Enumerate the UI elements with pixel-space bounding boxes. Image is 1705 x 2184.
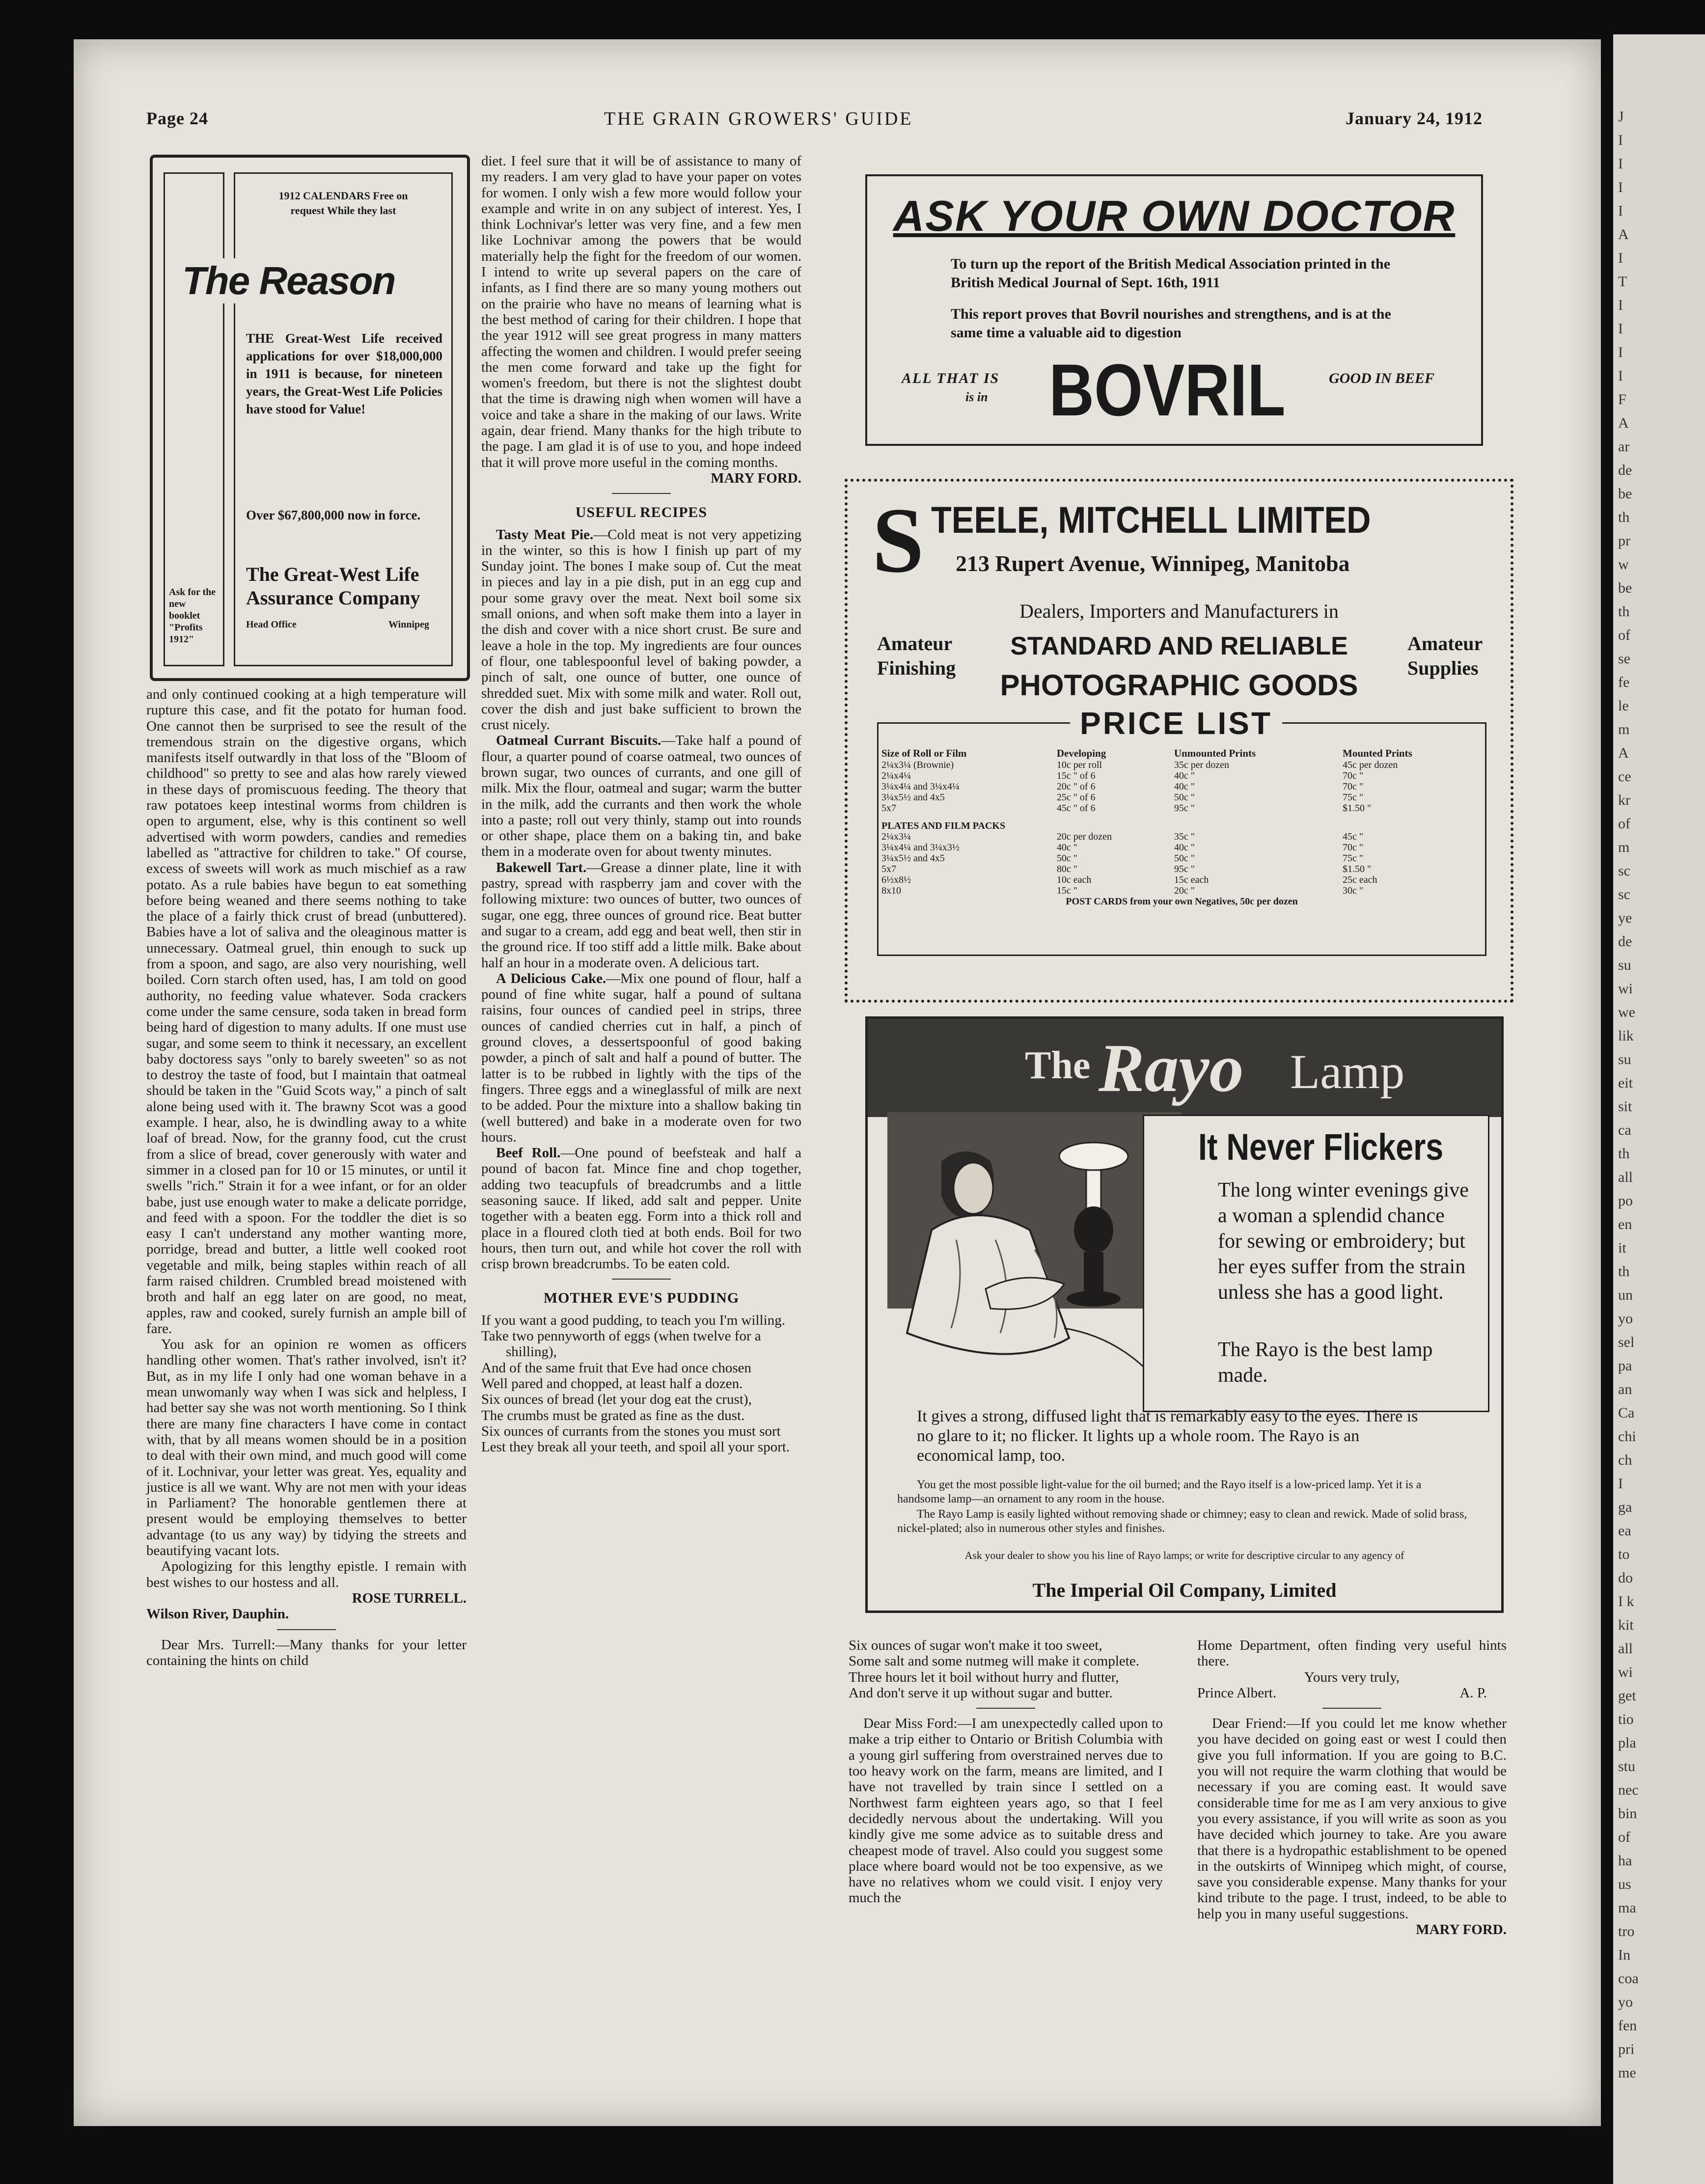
price-row: 3¼x4¼ and 3¼x3½ 40c " 40c " 70c " [881,842,1364,853]
adjacent-page-fragment: wi [1618,1664,1633,1680]
adjacent-page-fragment: it [1618,1240,1626,1256]
adjacent-page-fragment: Ca [1618,1405,1635,1421]
adjacent-page-fragment: we [1618,1004,1635,1020]
adjacent-page-fragment: all [1618,1640,1633,1657]
adjacent-page-fragment: sc [1618,863,1630,879]
editor-reply-cont: diet. I feel sure that it will be of assistance to many of my readers. I am very glad to have your paper on votes for women. I only wish a few more would follow your example and write in on any subject of interest. Yes, I think Lochnivar's letter was very fine, and a few men like Lochnivar among the powers that be would materially help the fight for the freedom of our women. I intend to write up several papers on the care of infants, as I find there are so many young mothers out on the prairie who have no means of learning what is the best method of caring for their children. I hope that the year 1912 will see great progress in many matters affecting the women and children. I would prefer seeing the men come forward and take up the fight for women's freedom, but there is not the slightest doubt that the time is drawing nigh when women will have a voice and take a share in the making of our laws. Write again, dear friend. Many thanks for the high tribute to the page. I am glad it is of use to you, and hope indeed that it will prove more useful in the coming months. [481,153,801,470]
rayo-para-3: It gives a strong, diffused light that is remarkably easy to the eyes. There is no glare to it; no flicker. It lights up a whole room. The Rayo is an economical lamp, too. [917,1407,1418,1465]
divider [976,1708,1035,1709]
steele-initial: S [872,489,924,592]
divider [612,493,671,494]
adjacent-page-fragment: an [1618,1381,1632,1397]
adjacent-page-fragment: do [1618,1570,1633,1586]
bovril-headline: ASK YOUR OWN DOCTOR [893,191,1456,240]
recipe: Beef Roll.—One pound of beefsteak and half a pound of bacon fat. Mince fine and chop together, adding two teacupfuls of breadcrumbs and a little seasoning sauce. If liked, add salt and pepper. Unite together with a beaten egg. Form into a thick roll and place in a floured cloth tied at both ends. Boil for two hours, then turn out, and while hot cover the roll with crisp brown breadcrumbs. To be eaten cold. [481,1145,801,1272]
adjacent-page-fragment: yo [1618,1310,1633,1327]
price-row: 2¼x3¼ (Brownie) 10c per roll 35c per dozen 45c per dozen [881,760,1398,770]
plates-heading: PLATES AND FILM PACKS [881,820,1006,831]
poem-line: Well pared and chopped, at least half a dozen. [481,1375,743,1392]
adjacent-page-fragment: wi [1618,981,1633,997]
adjacent-page-fragment: fe [1618,674,1630,690]
adjacent-page-fragment: kr [1618,792,1630,808]
ad-company-name: The Great-West Life Assurance Company [246,563,420,609]
price-row: 6½x8½ 10c each 15c each 25c each [881,874,1377,885]
adjacent-page-fragment: su [1618,1051,1631,1067]
adjacent-page-fragment: sel [1618,1334,1635,1350]
price-row: 8x10 15c " 20c " 30c " [881,885,1364,896]
adjacent-page-fragment: sc [1618,886,1630,902]
steele-address: 213 Rupert Avenue, Winnipeg, Manitoba [956,551,1350,576]
newspaper-page [74,39,1601,2126]
adjacent-page-fragment: th [1618,1146,1630,1162]
adjacent-page-fragment: de [1618,462,1632,478]
adjacent-page-fragment: I [1618,179,1623,195]
price-table [879,747,1485,907]
adjacent-page-fragment: coa [1618,1970,1639,1987]
pudding-heading: MOTHER EVE'S PUDDING [543,1290,740,1307]
bovril-text-2: This report proves that Bovril nourishes and strengthens, and is at the same time a valuable aid to digestion [951,306,1391,341]
adjacent-page-fragment: I [1618,368,1623,384]
column-1 [146,686,467,1668]
poem-line: Three hours let it boil without hurry and flutter, [849,1669,1119,1685]
woman-sewing-illustration [887,1083,1182,1402]
rayo-lamp-word: Lamp [1290,1044,1405,1099]
price-row: 2¼x3¼ 20c per dozen 35c " 45c " [881,831,1364,842]
rayo-lamp-ad [865,1016,1504,1613]
adjacent-page-fragment: chi [1618,1428,1636,1445]
adjacent-page-fragment: I [1618,321,1623,337]
rayo-text-panel [1143,1115,1489,1412]
rayo-headline: It Never Flickers [1198,1126,1444,1168]
adjacent-page-fragment: of [1618,1829,1630,1845]
adjacent-page-fragment: de [1618,933,1632,950]
bovril-text-1: To turn up the report of the British Medical Association printed in the British Medical Journal of Sept. 16th, 1911 [951,256,1391,291]
letter-footer [1197,1685,1507,1701]
rayo-logo: Rayo [1099,1030,1244,1106]
adjacent-page-fragment: tro [1618,1923,1635,1939]
poem-line: Six ounces of bread (let your dog eat the crust), [481,1392,752,1408]
editor-reply: Dear Friend:—If you could let me know whether you have decided on going east or west I could then give you full information. If you are going to B.C. you will not require the warm clothing that would be necessary if you are coming east. It would save considerable time for me as I am very anxious to give you every assistance, if you will write as soon as you have decided which journey to take. Are you aware that there is a hydropathic establishment to be opened in the outskirts of Winnipeg which might, of course, save you considerable expense. Many thanks for your kind tribute to the page. I trust, indeed, to be able to help you in many useful suggestions. [1197,1716,1507,1922]
poem-line: The crumbs must be grated as fine as the dust. [481,1407,745,1423]
column-2 [481,153,801,1455]
rayo-company: The Imperial Oil Company, Limited [1032,1579,1337,1601]
postcards-note: POST CARDS from your own Negatives, 50c per dozen [1066,896,1298,907]
letter-place: Wilson River, Dauphin. [146,1606,289,1622]
poem-line: Six ounces of sugar won't make it too sweet, [849,1638,1102,1653]
divider [277,1629,336,1630]
poem-line: Some salt and some nutmeg will make it complete. [849,1653,1139,1669]
adjacent-page-fragment: I [1618,156,1623,172]
adjacent-page-fragment: of [1618,627,1630,643]
adjacent-page-edge [1613,34,1705,2184]
ad-calendar-note: 1912 CALENDARS Free on request While they last [278,190,408,217]
ad-body: THE Great-West Life received applications for over $18,000,000 in 1911 is because, for nineteen years, the Great-West Life Policies have stood for Value! [246,331,442,416]
adjacent-page-fragment: po [1618,1193,1633,1209]
adjacent-page-fragment: J [1618,109,1624,125]
adjacent-page-fragment: pri [1618,2041,1635,2057]
editor-signature: MARY FORD. [711,470,801,486]
adjacent-page-fragment: se [1618,651,1630,667]
bovril-tag-left: ALL THAT IS [902,370,1000,386]
adjacent-page-fragment: ch [1618,1452,1632,1468]
adjacent-page-fragment: A [1618,226,1629,243]
adjacent-page-fragment: all [1618,1169,1633,1185]
adjacent-page-fragment: I [1618,1475,1623,1492]
ad-reason-title: The Reason [182,259,395,302]
bovril-tag-right: GOOD IN BEEF [1329,370,1435,386]
price-row: 3¼x5½ and 4x5 25c " of 6 50c " 75c " [881,792,1364,803]
steele-standard: STANDARD AND RELIABLE [1010,632,1348,660]
letter-closing: Yours very truly, [1304,1669,1400,1685]
recipe: Oatmeal Currant Biscuits.—Take half a pound of flour, a quarter pound of coarse oatmeal, two ounces of brown sugar, two ounces of currants, and one gill of milk. Mix the flour, oatmeal and sugar; warm the butter in the milk, add the currants and then work the whole into a paste; roll out very thinly, stamp out into rounds or other shape, place them on a baking tin, and bake them in a moderate oven for about twenty minutes. [481,733,801,860]
ad-booklet-note: Ask for the new booklet "Profits 1912" [169,587,216,645]
adjacent-page-fragment: A [1618,415,1629,431]
letter-signature: ROSE TURRELL. [352,1590,467,1606]
letter-place: Prince Albert. [1197,1685,1277,1701]
price-row: 3¼x5½ and 4x5 50c " 50c " 75c " [881,853,1364,864]
adjacent-page-fragment: sit [1618,1098,1632,1115]
adjacent-page-fragment: kit [1618,1617,1634,1633]
adjacent-page-fragment: w [1618,556,1629,573]
adjacent-page-fragment: stu [1618,1758,1636,1774]
poem-line: If you want a good pudding, to teach you I'm willing. [481,1312,785,1328]
adjacent-page-fragment: T [1618,273,1627,290]
poem-line: Lest they break all your teeth, and spoil all your sport. [481,1439,790,1455]
rayo-para-1: The long winter evenings give a woman a splendid chance for sewing or embroidery; but her eyes suffer from the strain unless she has a good light. [1218,1179,1469,1304]
ad-side-panel [164,172,224,666]
rayo-para-4: You get the most possible light-value for the oil burned; and the Rayo itself is a low-priced lamp. Yet it is a handsome lamp—an ornament to any room in the house. [897,1478,1422,1505]
ad-city: Winnipeg [388,619,429,630]
adjacent-page-fragment: get [1618,1688,1636,1704]
adjacent-page-fragment: I [1618,203,1623,219]
bovril-ad [865,174,1483,446]
letter-paragraph: You ask for an opinion re women as officers handling other women. That's rather involved, isn't it? But, as in my life I only had one woman behave in a mean unwomanly way when I was sick and helpless, I had better say she was not worth mentioning. So I think there are many fine characters I have come in contact with, that by all means women should be in a position to deal with their own mind, and much good will come of it. Lochnivar, your letter was great. Yes, equality and justice is all we want. Why are not men with your ideas in Parliament? The honorable gentlemen there at present would be employing themselves to better advantage (to us any way) by tidying the streets and beautifying vacant lots. [146,1337,467,1559]
adjacent-page-fragment: ca [1618,1122,1631,1138]
adjacent-page-fragment: nec [1618,1782,1639,1798]
recipe: A Delicious Cake.—Mix one pound of flour, half a pound of fine white sugar, half a pound of sultana raisins, four ounces of candied peel in strips, three ounces of candied cherries cut in half, a pinch of ground cloves, a dessertspoonful of good baking powder, a pinch of salt and half a pound of butter. The latter is to be rubbed in lightly with the tips of the fingers. Three eggs and a wineglassful of milk are next to be added. Pour the mixture into a shallow baking tin (well buttered) and bake in a moderate oven for two hours. [481,970,801,1145]
editor-reply: Dear Mrs. Turrell:—Many thanks for your letter containing the hints on child [146,1637,467,1668]
adjacent-page-fragment: bin [1618,1805,1637,1822]
poem-line: Six ounces of currants from the stones you must sort [481,1423,781,1439]
adjacent-page-fragment: pla [1618,1735,1636,1751]
masthead: THE GRAIN GROWERS' GUIDE [604,109,913,129]
adjacent-page-fragment: m [1618,839,1630,855]
adjacent-page-fragment: ar [1618,438,1630,455]
adjacent-page-fragment: m [1618,721,1630,737]
editor-signature: MARY FORD. [1416,1922,1507,1938]
divider [612,1279,671,1280]
adjacent-page-fragment: yo [1618,1994,1633,2010]
price-row: 5x7 80c " 95c " $1.50 " [881,864,1372,874]
adjacent-page-fragment: en [1618,1216,1632,1232]
adjacent-page-fragment: tio [1618,1711,1634,1727]
rayo-the: The [1025,1044,1091,1087]
lamp-shade [1059,1143,1128,1170]
great-west-life-ad [150,155,470,681]
adjacent-page-fragment: ce [1618,768,1631,785]
adjacent-page-fragment: In [1618,1947,1630,1963]
reader-letter-cont: Home Department, often finding very useful hints there. [1197,1638,1507,1669]
adjacent-page-fragment: le [1618,698,1629,714]
price-row: 3¼x4¼ and 3¼x4¼ 20c " of 6 40c " 70c " [881,781,1364,792]
adjacent-page-fragment: I k [1618,1593,1634,1610]
adjacent-page-fragment: F [1618,391,1626,408]
adjacent-page-fragment: be [1618,486,1632,502]
steele-dealers: Dealers, Importers and Manufacturers in [1019,600,1339,622]
adjacent-page-fragment: be [1618,580,1632,596]
recipe: Bakewell Tart.—Grease a dinner plate, line it with pastry, spread with raspberry jam and cover with the following mixture: two ounces of butter, two ounces of sugar, one egg, three ounces of ground rice. Beat butter and sugar to a cream, add egg and beat well, then stir in the ground rice. If too stiff add a little milk. Bake about half an hour in a moderate oven. A delicious tart. [481,859,801,971]
column-4 [1197,1638,1507,1938]
recipe: Tasty Meat Pie.—Cold meat is not very appetizing in the winter, so this is how I finish up part of my Sunday joint. The bones I make soup of. Cut the meat in pieces and lay in a pie dish, put in an egg cup and pour some gravy over the meat. Next boil some six small onions, and when soft make them into a layer in the dish and cover with a nice short crust. Be sure and leave a hole in the top. My ingredients are four ounces of flour, one tablespoonful level of baking powder, a pinch of salt, one ounce of butter, one ounce of shredded suet. Mix with some milk and water. Roll out, cover the dish and just bake sufficient to brown the crust nicely. [481,526,801,733]
bovril-tag-left-2: is in [965,390,988,404]
adjacent-page-fragment: ga [1618,1499,1632,1515]
steele-finishing: Amateur Finishing [877,632,956,679]
price-table-header: Size of Roll or Film Developing Unmounted Prints Mounted Prints [881,747,1412,759]
adjacent-page-fragment: un [1618,1287,1633,1303]
issue-date: January 24, 1912 [1346,109,1483,128]
adjacent-page-fragment: su [1618,957,1631,973]
adjacent-page-fragment: I [1618,297,1623,313]
adjacent-page-fragment: ha [1618,1853,1632,1869]
steele-mitchell-ad [845,479,1513,1003]
letter-paragraph: Apologizing for this lengthy epistle. I remain with best wishes to our hostess and all. [146,1558,467,1590]
page-number: Page 24 [146,109,208,128]
adjacent-page-fragment: us [1618,1876,1631,1892]
poem-line: Take two pennyworth of eggs (when twelve for a shilling), [481,1328,761,1360]
column-3 [849,1638,1163,1906]
adjacent-page-fragment: I [1618,344,1623,360]
reader-letter: Dear Miss Ford:—I am unexpectedly called upon to make a trip either to Ontario or British Columbia with a young girl suffering from overstrained nerves due to too heavy work on the farm, means are limited, and I have not travelled by train since I settled on a Northwest farm eighteen years ago, so that I feel decidedly nervous about the undertaking. Will you kindly give me some advice as to suitable dress and cheapest mode of travel. Also could you suggest some place where board would not be too expensive, as we have no relatives whom we could visit. I enjoy very much the [849,1716,1163,1906]
ad-in-force: Over $67,800,000 now in force. [246,508,421,522]
adjacent-page-fragment: ye [1618,910,1632,926]
adjacent-page-fragment: pa [1618,1358,1632,1374]
steele-supplies: Amateur Supplies [1407,632,1483,679]
adjacent-page-fragment: ma [1618,1900,1636,1916]
ad-head-office: Head Office [246,619,297,630]
rayo-para-2: The Rayo is the best lamp made. [1218,1338,1433,1387]
rayo-para-5: The Rayo Lamp is easily lighted without removing shade or chimney; easy to clean and rewick. Made of solid brass, nickel-plated; also in numerous other styles and finishes. [897,1508,1467,1535]
adjacent-page-fragment: pr [1618,533,1630,549]
letter-initials: A. P. [1459,1685,1487,1701]
adjacent-page-fragment: fen [1618,2018,1637,2034]
adjacent-page-fragment: eit [1618,1075,1633,1091]
adjacent-page-fragment: th [1618,509,1630,525]
adjacent-page-fragment: A [1618,745,1629,761]
adjacent-page-fragment: to [1618,1546,1630,1562]
adjacent-page-fragment: th [1618,603,1630,620]
poem-line: And don't serve it up without sugar and butter. [849,1685,1113,1701]
price-row: 2¼x4¼ 15c " of 6 40c " 70c " [881,770,1364,781]
adjacent-page-fragment: of [1618,816,1630,832]
steele-photographic: PHOTOGRAPHIC GOODS [1000,669,1358,702]
price-row: 5x7 45c " of 6 95c " $1.50 " [881,803,1372,814]
divider [1322,1708,1381,1709]
adjacent-page-fragment: ea [1618,1523,1631,1539]
adjacent-page-fragment: lik [1618,1028,1634,1044]
bovril-logo: BOVRIL [1049,349,1286,431]
poem-line: And of the same fruit that Eve had once chosen [481,1360,752,1376]
recipes-heading: USEFUL RECIPES [575,504,708,521]
steele-name: TEELE, MITCHELL LIMITED [931,499,1371,541]
adjacent-page-fragment: I [1618,250,1623,266]
adjacent-page-fragment: I [1618,132,1623,148]
price-list-box [877,706,1486,956]
price-list-title: PRICE LIST [1070,705,1282,741]
adjacent-page-fragment: me [1618,2065,1636,2081]
rayo-para-6: Ask your dealer to show you his line of Rayo lamps; or write for descriptive circular to any agency of [964,1549,1404,1561]
letter-paragraph: and only continued cooking at a high temperature will rupture this case, and fit the potato for human food. One cannot then be surprised to see the result of the tremendous strain on the digestive organs, which manifests itself outwardly in that loss of the "Bloom of childhood" so pretty to see and alas how rarely viewed in these days of promiscuous feeding. The theory that raw potatoes keep intestinal worms from children is open to argument, else, why is this continent so well advertised with worm powders, candies and remedies labelled as "attractive for children to take." Of course, excess of sweets will work as much mischief as a raw potato. As a rule babies have begun to eat something before being weaned and there seems nothing to take the place of a fairly thick crust of bread (unbuttered). Babies have a lot of saliva and the oleaginous matter is unnecessary. Oatmeal gruel, thin enough to suck up from a spoon, and sago, are also very nourishing, well boiled. Corn starch often used, has, I am told on good authority, no feeding value whatever. Soda crackers come under the same censure, soda taken in bread form being hard of digestion to many adults. If one must use sugar, and some seem to think it necessary, an excellent baby doctoress says "only to barely sweeten" so as not to destroy the taste of food, but I maintain that oatmeal should be taken in the "Guid Scots way," a pinch of salt alone being used with it. The brawny Scot was a good example. I hear, also, he is dwindling away to a white loaf of bread. Now, for the granny food, cut the crust from a slice of bread, cover generously with water and simmer in a closed pan for 10 or 15 minutes, or until it swells "rich." Strain it for a wee infant, or for an older babe, just use enough water to make a delicate porridge, and feed with a spoon. For the toddler the diet is so easy I can't understand any mother wanting more, porridge, bread and butter, a little well cooked root vegetable and milk, being staples within reach of all farm raised children. Crumbled bread moistened with broth and half an egg later on are good, no meat, apples, raw and cooked, surely furnish an ample bill of fare. [146,686,467,1337]
adjacent-page-fragment: th [1618,1263,1630,1280]
